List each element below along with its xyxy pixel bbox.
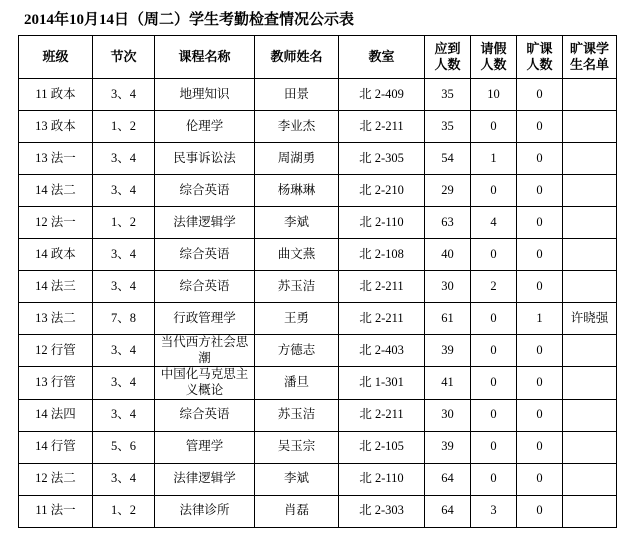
cell-absent-names <box>563 463 617 495</box>
cell-absent-names: 许晓强 <box>563 303 617 335</box>
table-row <box>19 335 617 367</box>
cell-expected: 39 <box>425 431 471 463</box>
table-row <box>19 495 617 527</box>
table-row <box>19 207 617 239</box>
cell-absent: 0 <box>517 271 563 303</box>
cell-expected: 35 <box>425 79 471 111</box>
cell-absent: 0 <box>517 335 563 367</box>
cell-absent-names <box>563 239 617 271</box>
column-header-period <box>93 36 155 79</box>
column-header-absent-names <box>563 36 617 79</box>
cell-absent-names <box>563 175 617 207</box>
cell-leave: 0 <box>471 303 517 335</box>
cell-teacher: 肖磊 <box>255 495 339 527</box>
cell-room: 北 2-211 <box>339 111 425 143</box>
cell-teacher: 田景 <box>255 79 339 111</box>
cell-teacher: 李斌 <box>255 463 339 495</box>
cell-absent-names <box>563 367 617 399</box>
column-header-absent-names-line1: 旷课学 <box>569 41 609 57</box>
cell-course: 伦理学 <box>155 111 255 143</box>
cell-teacher: 苏玉洁 <box>255 271 339 303</box>
cell-room: 北 1-301 <box>339 367 425 399</box>
table-row <box>19 271 617 303</box>
column-header-class <box>19 36 93 79</box>
cell-leave: 0 <box>471 463 517 495</box>
cell-class: 14 法四 <box>19 399 93 431</box>
cell-expected: 54 <box>425 143 471 175</box>
table-header <box>19 36 617 79</box>
table-row <box>19 175 617 207</box>
cell-absent: 0 <box>517 399 563 431</box>
cell-period: 7、8 <box>93 303 155 335</box>
column-header-room-line1: 教室 <box>368 49 395 65</box>
cell-period: 1、2 <box>93 207 155 239</box>
cell-course: 综合英语 <box>155 271 255 303</box>
cell-room: 北 2-210 <box>339 175 425 207</box>
cell-teacher: 苏玉洁 <box>255 399 339 431</box>
cell-room: 北 2-110 <box>339 207 425 239</box>
table-row <box>19 79 617 111</box>
cell-absent-names <box>563 399 617 431</box>
table-row <box>19 239 617 271</box>
cell-expected: 29 <box>425 175 471 207</box>
cell-course: 地理知识 <box>155 79 255 111</box>
cell-absent: 0 <box>517 367 563 399</box>
column-header-leave-line1: 请假 <box>480 41 507 57</box>
cell-leave: 3 <box>471 495 517 527</box>
column-header-expected <box>425 36 471 79</box>
column-header-course <box>155 36 255 79</box>
cell-room: 北 2-110 <box>339 463 425 495</box>
cell-period: 1、2 <box>93 111 155 143</box>
cell-leave: 4 <box>471 207 517 239</box>
cell-expected: 41 <box>425 367 471 399</box>
cell-absent-names <box>563 207 617 239</box>
cell-course: 法律逻辑学 <box>155 463 255 495</box>
cell-absent: 0 <box>517 463 563 495</box>
cell-absent-names <box>563 495 617 527</box>
cell-period: 5、6 <box>93 431 155 463</box>
cell-room: 北 2-409 <box>339 79 425 111</box>
cell-absent: 0 <box>517 143 563 175</box>
table-row <box>19 431 617 463</box>
cell-course: 管理学 <box>155 431 255 463</box>
cell-room: 北 2-211 <box>339 303 425 335</box>
table-row <box>19 399 617 431</box>
cell-expected: 40 <box>425 239 471 271</box>
cell-expected: 30 <box>425 271 471 303</box>
cell-teacher: 曲文燕 <box>255 239 339 271</box>
cell-teacher: 方德志 <box>255 335 339 367</box>
cell-class: 12 法一 <box>19 207 93 239</box>
cell-leave: 1 <box>471 143 517 175</box>
cell-absent-names <box>563 79 617 111</box>
cell-absent: 0 <box>517 207 563 239</box>
table-row <box>19 463 617 495</box>
page-title: 2014年10月14日（周二）学生考勤检查情况公示表 <box>24 12 355 28</box>
cell-period: 3、4 <box>93 79 155 111</box>
cell-class: 14 法三 <box>19 271 93 303</box>
cell-leave: 0 <box>471 367 517 399</box>
cell-course: 中国化马克思主义概论 <box>155 367 255 399</box>
cell-period: 3、4 <box>93 463 155 495</box>
cell-class: 13 行管 <box>19 367 93 399</box>
cell-absent: 0 <box>517 79 563 111</box>
column-header-course-line1: 课程名称 <box>178 49 231 65</box>
cell-expected: 39 <box>425 335 471 367</box>
cell-expected: 35 <box>425 111 471 143</box>
cell-class: 13 法二 <box>19 303 93 335</box>
cell-course: 行政管理学 <box>155 303 255 335</box>
cell-class: 12 行管 <box>19 335 93 367</box>
cell-teacher: 李斌 <box>255 207 339 239</box>
cell-course: 综合英语 <box>155 399 255 431</box>
column-header-room <box>339 36 425 79</box>
column-header-period-line1: 节次 <box>110 49 137 65</box>
cell-absent-names <box>563 271 617 303</box>
cell-period: 3、4 <box>93 335 155 367</box>
cell-leave: 10 <box>471 79 517 111</box>
table-header-row <box>19 36 617 79</box>
cell-course: 法律诊所 <box>155 495 255 527</box>
cell-leave: 2 <box>471 271 517 303</box>
cell-class: 12 法二 <box>19 463 93 495</box>
cell-period: 3、4 <box>93 143 155 175</box>
cell-expected: 63 <box>425 207 471 239</box>
attendance-table <box>18 35 617 528</box>
cell-class: 11 政本 <box>19 79 93 111</box>
cell-teacher: 潘旦 <box>255 367 339 399</box>
table-row <box>19 303 617 335</box>
cell-course: 当代西方社会思潮 <box>155 335 255 367</box>
column-header-leave <box>471 36 517 79</box>
cell-course: 综合英语 <box>155 239 255 271</box>
cell-class: 14 政本 <box>19 239 93 271</box>
cell-absent: 0 <box>517 175 563 207</box>
cell-absent: 0 <box>517 239 563 271</box>
cell-room: 北 2-403 <box>339 335 425 367</box>
cell-absent-names <box>563 431 617 463</box>
cell-expected: 64 <box>425 463 471 495</box>
cell-absent: 0 <box>517 495 563 527</box>
cell-class: 14 行管 <box>19 431 93 463</box>
cell-teacher: 李业杰 <box>255 111 339 143</box>
cell-teacher: 吴玉宗 <box>255 431 339 463</box>
cell-class: 13 法一 <box>19 143 93 175</box>
column-header-absent-line2: 人数 <box>526 57 553 72</box>
cell-class: 13 政本 <box>19 111 93 143</box>
cell-class: 11 法一 <box>19 495 93 527</box>
table-row <box>19 111 617 143</box>
cell-room: 北 2-305 <box>339 143 425 175</box>
cell-period: 3、4 <box>93 367 155 399</box>
cell-room: 北 2-303 <box>339 495 425 527</box>
cell-teacher: 周湖勇 <box>255 143 339 175</box>
cell-absent-names <box>563 335 617 367</box>
cell-room: 北 2-211 <box>339 271 425 303</box>
cell-leave: 0 <box>471 399 517 431</box>
column-header-leave-line2: 人数 <box>480 57 507 72</box>
cell-expected: 30 <box>425 399 471 431</box>
cell-course: 法律逻辑学 <box>155 207 255 239</box>
cell-teacher: 杨琳琳 <box>255 175 339 207</box>
column-header-expected-line2: 人数 <box>434 57 461 72</box>
cell-absent: 0 <box>517 111 563 143</box>
column-header-expected-line1: 应到 <box>434 41 461 57</box>
cell-course: 民事诉讼法 <box>155 143 255 175</box>
column-header-absent-line1: 旷课 <box>526 41 553 57</box>
cell-expected: 61 <box>425 303 471 335</box>
cell-absent-names <box>563 111 617 143</box>
cell-period: 3、4 <box>93 399 155 431</box>
column-header-absent <box>517 36 563 79</box>
cell-leave: 0 <box>471 175 517 207</box>
table-row <box>19 143 617 175</box>
cell-leave: 0 <box>471 239 517 271</box>
cell-room: 北 2-105 <box>339 431 425 463</box>
column-header-absent-names-line2: 生名单 <box>569 57 609 72</box>
cell-leave: 0 <box>471 431 517 463</box>
column-header-teacher-line1: 教师姓名 <box>270 49 323 65</box>
column-header-teacher <box>255 36 339 79</box>
cell-period: 1、2 <box>93 495 155 527</box>
cell-period: 3、4 <box>93 239 155 271</box>
cell-absent: 1 <box>517 303 563 335</box>
table-body <box>19 79 617 528</box>
cell-leave: 0 <box>471 335 517 367</box>
column-header-class-line1: 班级 <box>42 49 69 65</box>
cell-class: 14 法二 <box>19 175 93 207</box>
table-row <box>19 367 617 399</box>
cell-course: 综合英语 <box>155 175 255 207</box>
cell-expected: 64 <box>425 495 471 527</box>
cell-absent-names <box>563 143 617 175</box>
cell-period: 3、4 <box>93 271 155 303</box>
cell-period: 3、4 <box>93 175 155 207</box>
cell-room: 北 2-211 <box>339 399 425 431</box>
cell-room: 北 2-108 <box>339 239 425 271</box>
cell-teacher: 王勇 <box>255 303 339 335</box>
cell-absent: 0 <box>517 431 563 463</box>
cell-leave: 0 <box>471 111 517 143</box>
